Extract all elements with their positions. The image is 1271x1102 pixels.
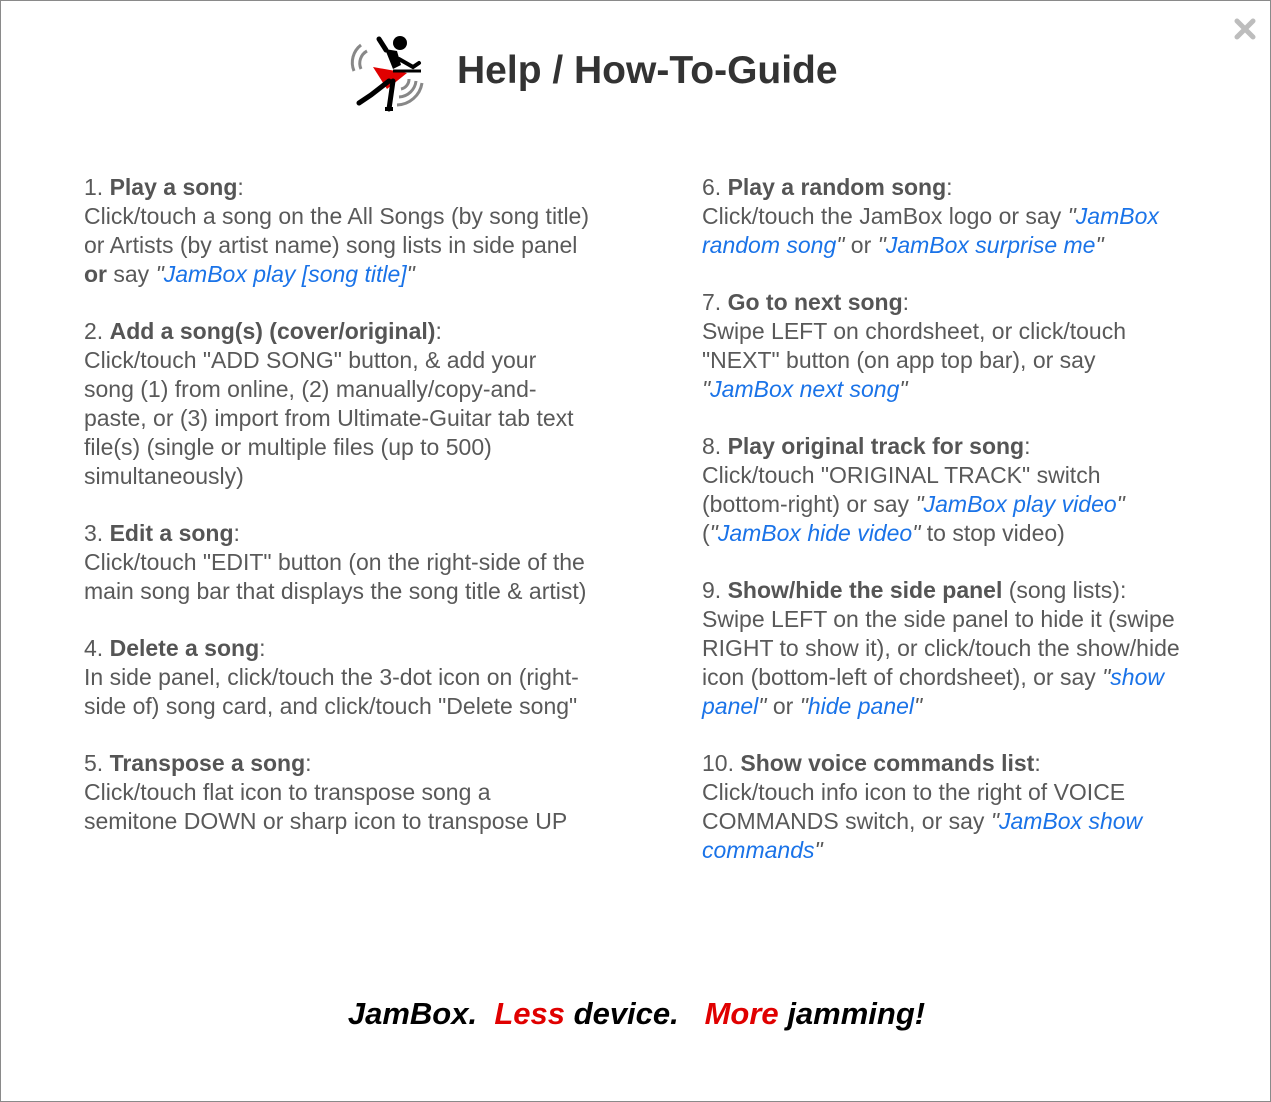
voice-command: JamBox play video [923, 491, 1117, 517]
close-icon[interactable] [1231, 15, 1259, 43]
tagline-more: More [704, 996, 779, 1031]
tagline-brand: JamBox. [347, 996, 478, 1031]
tagline-jamming: jamming! [787, 996, 926, 1031]
help-item-heading: Add a song(s) (cover/original) [109, 318, 436, 344]
voice-command: JamBox play [song title] [163, 261, 407, 287]
help-item-heading: Play original track for song [727, 433, 1025, 459]
help-item-random-song: 6. Play a random song: Click/touch the JamBox logo or say "JamBox random song" or "JamBox surprise me" [702, 174, 1159, 258]
help-item-original-track: 8. Play original track for song: Click/touch "ORIGINAL TRACK" switch (bottom-right) or say "JamBox play video" ("JamBox hide video" to stop video) [702, 433, 1125, 546]
help-item-next-song: 7. Go to next song: Swipe LEFT on chordsheet, or click/touch "NEXT" button (on app top bar), or say "JamBox next song" [702, 289, 1127, 402]
voice-command: JamBox surprise me [885, 232, 1096, 258]
help-column-right [702, 173, 1182, 893]
tagline-less: Less [494, 996, 566, 1031]
help-item-voice-commands: 10. Show voice commands list: Click/touch info icon to the right of VOICE COMMANDS switch, or say "JamBox show commands" [702, 750, 1143, 863]
help-item-play-song: 1. Play a song: Click/touch a song on the All Songs (by song title) or Artists (by artist name) song lists in side panel or say "JamBox play [song title]" [84, 174, 590, 287]
help-item-add-song: 2. Add a song(s) (cover/original): Click/touch "ADD SONG" button, & add your song (1) from online, (2) manually/copy-and-paste, or (3) import from Ultimate-Guitar tab text file(s) (single or multiple files (up to 500) simultaneously) [84, 318, 574, 489]
help-item-heading: Play a song [109, 174, 238, 200]
voice-command: JamBox next song [710, 376, 900, 402]
tagline [1, 996, 1271, 1032]
tagline-device: device. [573, 996, 679, 1031]
voice-command: JamBox show commands [702, 808, 1143, 863]
voice-command: JamBox random song [702, 203, 1159, 258]
dialog-header [349, 29, 838, 113]
help-item-heading: Delete a song [109, 635, 260, 661]
help-item-side-panel: 9. Show/hide the side panel (song lists): Swipe LEFT on the side panel to hide it (swipe RIGHT to show it), or click/touch the show/hide icon (bottom-left of chordsheet), or say "show panel" or "hide panel" [702, 577, 1180, 719]
voice-command: show panel [702, 664, 1164, 719]
page-title: Help / How-To-Guide [457, 49, 838, 92]
voice-command: hide panel [807, 693, 915, 719]
jambox-guitarist-logo-icon[interactable] [349, 29, 425, 113]
help-item-heading: Show voice commands list [740, 750, 1035, 776]
help-item-edit-song: 3. Edit a song: Click/touch "EDIT" button (on the right-side of the main song bar that displays the song title & artist) [84, 520, 587, 604]
help-item-heading: Play a random song [727, 174, 947, 200]
help-item-heading: Go to next song [727, 289, 903, 315]
help-item-delete-song: 4. Delete a song: In side panel, click/touch the 3-dot icon on (right-side of) song card, and click/touch "Delete song" [84, 635, 579, 719]
help-item-heading: Edit a song [109, 520, 234, 546]
help-item-heading: Show/hide the side panel [727, 577, 1003, 603]
help-item-heading: Transpose a song [109, 750, 306, 776]
help-column-left [84, 173, 589, 864]
voice-command: JamBox hide video [717, 520, 913, 546]
help-item-transpose-song: 5. Transpose a song: Click/touch flat icon to transpose song a semitone DOWN or sharp icon to transpose UP [84, 750, 568, 834]
